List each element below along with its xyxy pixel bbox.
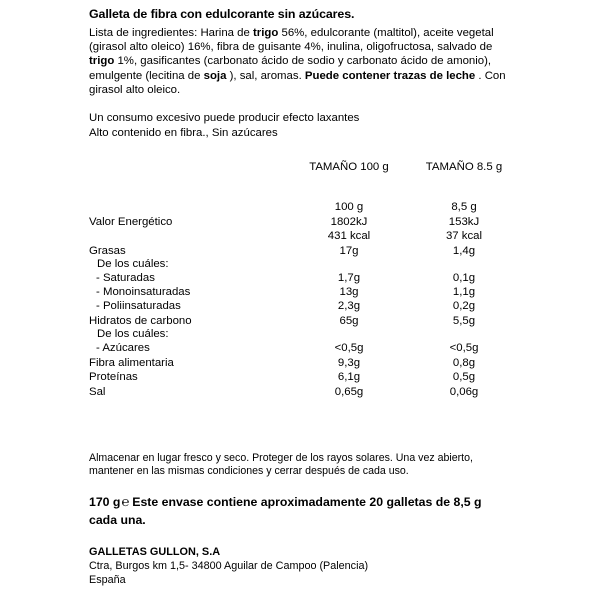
net-weight-amount: 170 g [89,495,121,510]
product-title: Galleta de fibra con edulcorante sin azúcares. [89,7,355,21]
nutrient-value-100g: <0,5g [334,341,364,354]
nutrient-value-serving: 0,5g [452,371,476,384]
notice-laxative: Un consumo excesivo puede producir efecto laxantes [89,112,360,125]
table-row [89,201,515,215]
nutrient-value-serving: 0,1g [452,272,476,285]
nutrient-label: Sal [89,385,106,398]
manufacturer-name: GALLETAS GULLON, S.A [89,546,221,559]
table-row [89,385,515,400]
health-notices [89,111,514,140]
nutrient-value-100g: 6,1g [337,371,361,384]
nutrient-value-serving: 1,1g [452,285,476,298]
manufacturer-country: España [89,574,126,587]
nutrient-value-serving: 0,06g [449,385,479,398]
table-row [89,342,515,356]
nutrient-label: Hidratos de carbono [89,314,192,327]
table-row [89,328,515,342]
nutrient-value-100g: 431 kcal [327,230,371,243]
nutrient-value-serving: 37 kcal [445,230,483,243]
nutrient-value-serving: 153kJ [448,215,480,228]
estimated-sign-icon: ℮ [121,494,130,510]
nutrient-value-100g: 0,65g [334,385,364,398]
nutrient-label [89,229,285,244]
serving-row-label [89,201,285,215]
table-row [89,229,515,244]
table-row [89,215,515,230]
nutrient-label: Valor Energético [89,215,173,228]
nutrient-value-100g [285,328,413,342]
nutrient-value-100g: 1802kJ [330,215,368,228]
ingredient-highlight-trigo-1: trigo [253,27,279,39]
nutrition-header-col-100g: TAMAÑO 100 g [309,161,389,174]
nutrient-label: - Azúcares [96,341,150,354]
manufacturer-block [89,545,514,587]
nutrition-table-body [89,160,515,399]
allergen-trace-warning: Puede contener trazas de leche [304,69,476,82]
table-row [89,272,515,286]
table-row [89,244,515,259]
ingredients-list [89,26,514,97]
nutrient-label: Fibra alimentaria [89,356,174,369]
nutrient-value-100g [285,258,413,272]
ingredients-segment-2: 1%, gasificantes (carbonato ácido de sodio y carbonato ácido de amonio), emulgente (lecitina de [89,55,492,82]
nutrient-label: Proteínas [89,371,138,384]
notice-fibre-claim: Alto contenido en fibra., Sin azúcares [89,126,278,139]
nutrient-value-serving [413,328,515,342]
ingredients-segment-3: ), sal, aromas. [226,69,305,82]
table-row [89,300,515,314]
nutrition-table [89,160,515,399]
nutrient-value-serving: <0,5g [449,341,479,354]
storage-instructions: Almacenar en lugar fresco y seco. Proteger de los rayos solares. Una vez abierto, mantener en las mismas condiciones y cerrar después de cada uso. [89,451,473,477]
ingredient-highlight-soja: soja [203,69,227,82]
table-row [89,356,515,371]
nutrient-label: - Saturadas [96,272,155,285]
nutrition-header-label [89,160,285,201]
nutrient-label: De los cuáles: [97,258,169,271]
net-weight-statement [89,493,509,529]
nutrient-label: - Poliinsaturadas [96,299,181,312]
nutrient-value-serving: 5,5g [452,314,476,327]
ingredients-lead: Lista de ingredientes: Harina de [89,27,254,39]
ingredient-highlight-trigo-2: trigo [89,55,115,68]
net-weight-description: Este envase contiene aproximadamente 20 galletas de 8,5 g cada una. [89,495,482,527]
serving-row-value-100g: 100 g [334,200,364,213]
ingredients-segment-4: . Con girasol alto oleico. [89,69,506,96]
nutrient-value-100g: 1,7g [337,272,361,285]
ingredients-segment-1: 56%, edulcorante (maltitol), aceite vegetal (girasol alto oleico) 16%, fibra de guisante 4%, inulina, oligofructosa, salvado de [89,27,494,54]
nutrient-value-serving: 0,8g [452,356,476,369]
table-row [89,314,515,329]
nutrient-value-serving: 1,4g [452,244,476,257]
nutrient-label: De los cuáles: [97,328,169,341]
table-row [89,286,515,300]
nutrition-header-col-serving: TAMAÑO 8.5 g [425,161,503,174]
nutrient-value-100g: 17g [339,244,359,257]
nutrient-value-100g: 2,3g [337,299,361,312]
nutrient-value-serving: 0,2g [452,299,476,312]
nutrient-value-100g: 9,3g [337,356,361,369]
nutrient-value-100g: 65g [339,314,359,327]
table-row [89,258,515,272]
serving-row-value-serving: 8,5 g [451,200,477,213]
nutrient-value-100g: 13g [339,285,359,298]
manufacturer-address: Ctra, Burgos km 1,5- 34800 Aguilar de Campoo (Palencia) [89,560,369,573]
nutrient-label: Grasas [89,244,126,257]
nutrient-label: - Monoinsaturadas [96,285,191,298]
nutrition-header-row [89,160,515,201]
nutrient-value-serving [413,258,515,272]
table-row [89,370,515,385]
